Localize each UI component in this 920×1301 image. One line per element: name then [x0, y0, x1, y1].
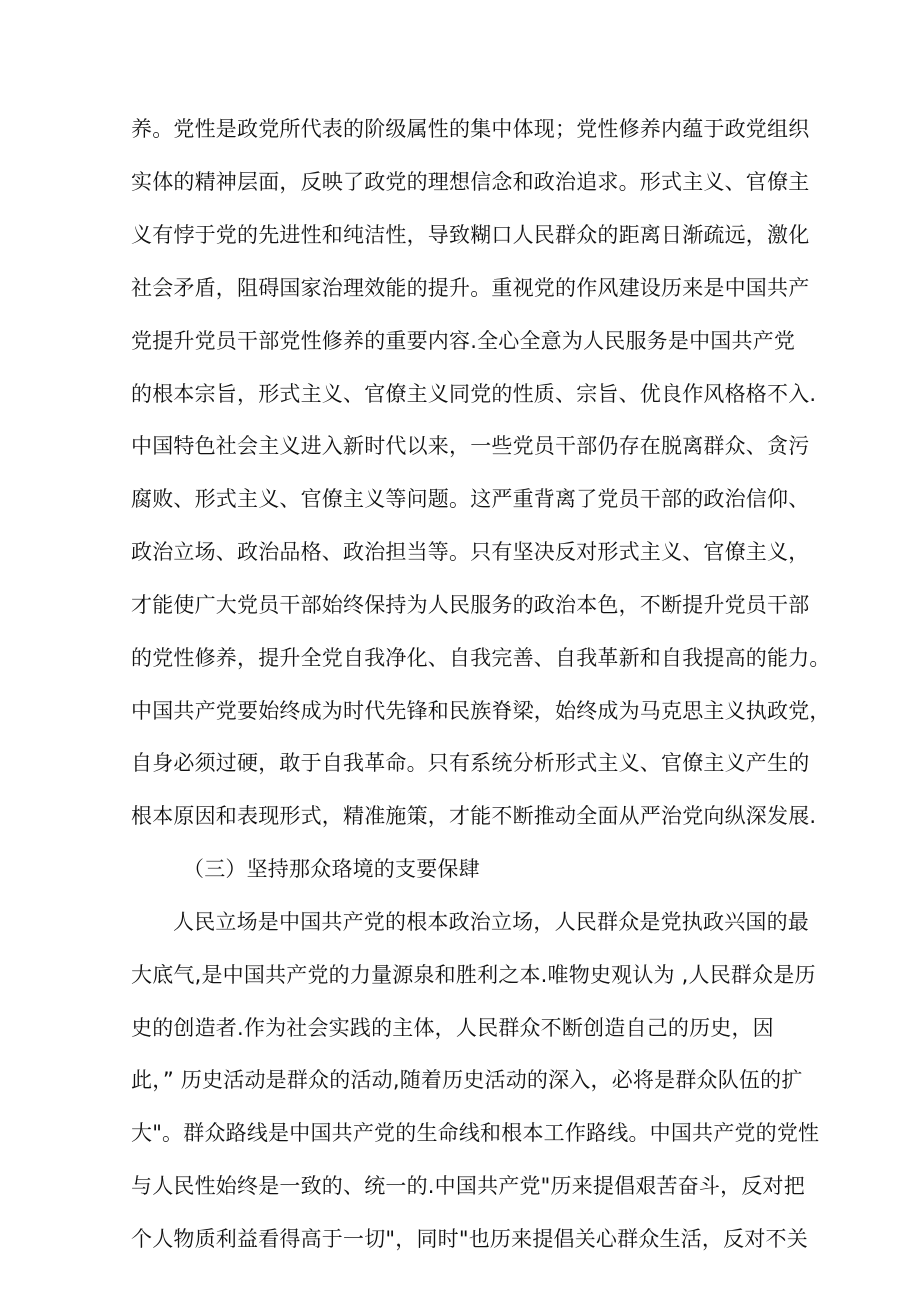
- body-text-line: 大"。群众路线是中国共产党的生命线和根本工作路线。中国共产党的党性: [131, 1121, 820, 1145]
- body-text-line: 义有悖于党的先进性和纯洁性，导致糊口人民群众的距离日渐疏远，激化: [131, 223, 810, 247]
- body-text-line: 史的创造者.作为社会实践的主体，人民群众不断创造自己的历史，因: [131, 1016, 774, 1040]
- body-text-line: 此，” 历史活动是群众的活动,随着历史活动的深入，必将是群众队伍的扩: [131, 1068, 803, 1092]
- body-text-line: 腐败、形式主义、官僚主义等问题。这严重背离了党员干部的政治信仰、: [131, 487, 810, 511]
- body-text-line: 的根本宗旨，形式主义、官僚主义同党的性质、宗旨、优良作风格格不入.: [131, 382, 817, 406]
- body-text-line: 社会矛盾，阻碍国家治理效能的提升。重视党的作风建设历来是中国共产: [131, 276, 810, 300]
- body-text-line: 个人物质利益看得高于一切"，同时"也历来提倡关心群众生活，反对不关: [131, 1227, 808, 1251]
- body-text-line: 才能使广大党员干部始终保持为人民服务的政治本色，不断提升党员干部: [131, 593, 810, 617]
- body-text-line: 的党性修养，提升全党自我净化、自我完善、自我革新和自我提高的能力。: [131, 646, 831, 670]
- body-text-line: 实体的精神层面，反映了政党的理想信念和政治追求。形式主义、官僚主: [131, 170, 810, 194]
- body-text-line: 养。党性是政党所代表的阶级属性的集中体现；党性修养内蕴于政党组织: [131, 117, 810, 141]
- body-text-line: 党提升党员干部党性修养的重要内容.全心全意为人民服务是中国共产党: [131, 329, 796, 353]
- body-text-line: 与人民性始终是一致的、统一的.中国共产党"历来提倡艰苦奋斗，反对把: [131, 1174, 805, 1198]
- body-text-line: 大底气,是中国共产党的力量源泉和胜利之本.唯物史观认为 ,人民群众是历: [131, 963, 816, 987]
- body-text-line: 自身必须过硬，敢于自我革命。只有系统分析形式主义、官僚主义产生的: [131, 751, 810, 775]
- body-text-line: 根本原因和表现形式，精准施策，才能不断推动全面从严治党向纵深发展.: [131, 804, 817, 828]
- section-heading: （三）坚持那众珞境的支要保肆: [183, 857, 480, 881]
- body-text-line: 人民立场是中国共产党的根本政治立场，人民群众是党执政兴国的最: [173, 910, 809, 934]
- body-text-line: 政治立场、政治品格、政治担当等。只有坚决反对形式主义、官僚主义，: [131, 540, 810, 564]
- body-text-line: 中国共产党要始终成为时代先锋和民族脊梁，始终成为马克思主义执政党，: [131, 699, 831, 723]
- body-text-line: 中国特色社会主义进入新时代以来，一些党员干部仍存在脱离群众、贪污: [131, 434, 810, 458]
